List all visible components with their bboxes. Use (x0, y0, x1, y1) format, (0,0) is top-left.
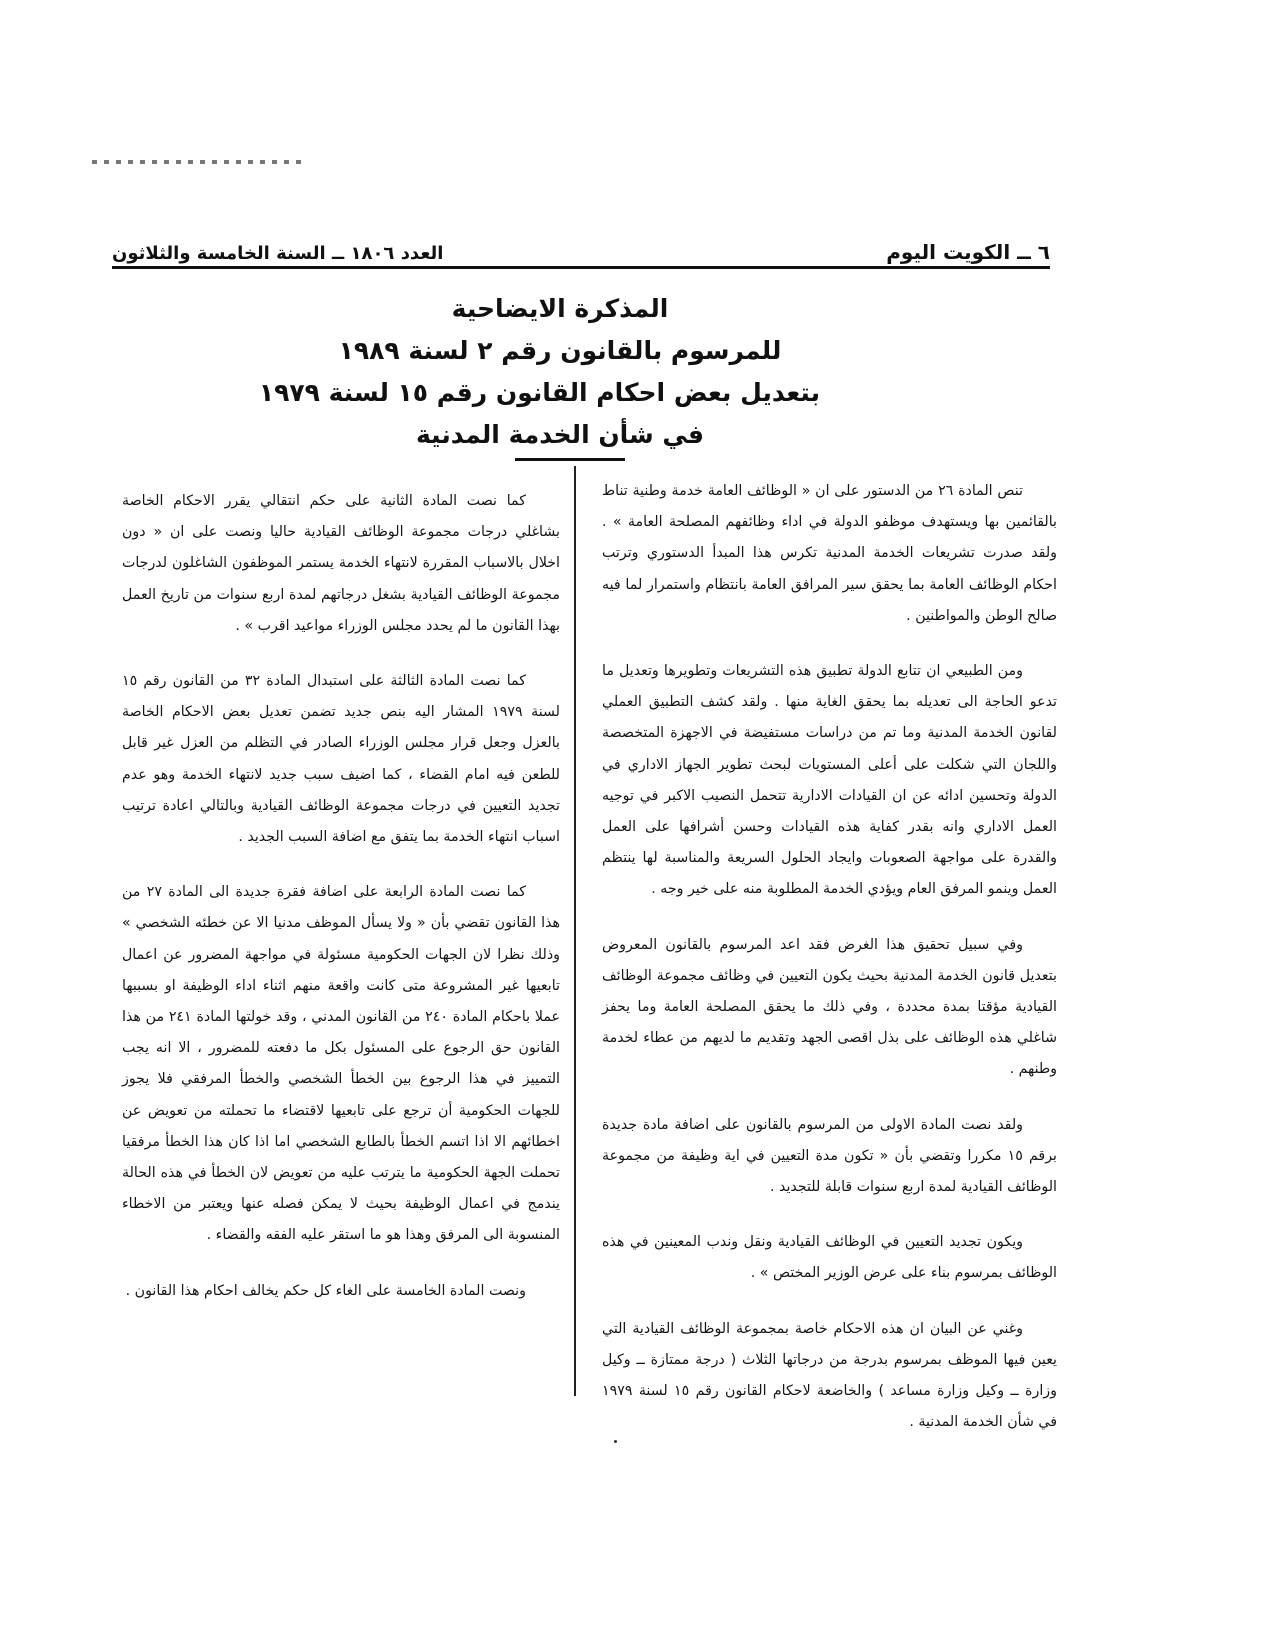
header-rule (112, 266, 1050, 269)
paragraph: ومن الطبيعي ان تتابع الدولة تطبيق هذه التشريعات وتطويرها وتعديل ما تدعو الحاجة الى تعديله بما يحقق الغاية منها . ولقد كشف التطبيق العملي لقانون الخدمة المدنية وما تم من دراسات مستفيضة في الاجهزة المتخصصة واللجان التي شكلت على أعلى المستويات لبحث تطوير الجهاز الاداري في الدولة وتحسين ادائه عن ان القيادات الادارية تتحمل النصيب الاكبر في توجيه العمل الاداري وانه بقدر كفاية هذه القيادات وحسن أشرافها على العمل والقدرة على مواجهة الصعوبات وايجاد الحلول السريعة والمناسبة لها ينتظم العمل وينمو المرفق العام ويؤدي الخدمة المطلوبة منه على خير وجه . (602, 663, 1057, 898)
paragraph: وغني عن البيان ان هذه الاحكام خاصة بمجموعة الوظائف القيادية التي يعين فيها الموظف بمرسوم بدرجة من درجاتها الثلاث ( درجة ممتازة ــ وكيل وزارة ــ وكيل وزارة مساعد ) والخاضعة لاحكام القانون رقم ١٥ لسنة ١٩٧٩ في شأن الخدمة المدنية . (602, 1320, 1057, 1431)
paragraph: ونصت المادة الخامسة على الغاء كل حكم يخالف احكام هذا القانون . (125, 1282, 526, 1299)
issue-number: العدد ١٨٠٦ ــ السنة الخامسة والثلاثون (112, 243, 444, 264)
paragraph: تنص المادة ٢٦ من الدستور على ان « الوظائف العامة خدمة وطنية تناط بالقائمين بها ويستهدف موظفو الدولة في اداء وظائفهم المصلحة العامة » . ولقد صدرت تشريعات الخدمة المدنية تكرس هذا المبدأ الدستوري وترتب احكام الوظائف العامة بما يحقق سير المرافق العامة بانتظام واستمرار لما فيه صالح الوطن والمواطنين . (602, 483, 1057, 624)
paragraph: كما نصت المادة الرابعة على اضافة فقرة جديدة الى المادة ٢٧ من هذا القانون تقضي بأن « ولا يسأل الموظف مدنيا الا عن خطئه الشخصي » وذلك نظرا لان الجهات الحكومية مسئولة في مواجهة المضرور عن اعمال تابعيها غير المشروعة متى كانت واقعة منهم اثناء اداء الوظيفة او بسببها عملا باحكام المادة ٢٤٠ من القانون المدني ، وقد خولتها المادة ٢٤١ من هذا القانون حق الرجوع على المسئول بكل ما دفعته للمضرور ، الا انه يجب التمييز في هذا الرجوع بين الخطأ الشخصي والخطأ المرفقي فلا يجوز للجهات الحكومية أن ترجع على تابعيها لاقتضاء ما تحملته من تعويض عن اخطائهم الا اذا اتسم الخطأ بالطابع الشخصي اما اذا كان هذا الخطأ مرفقيا تحملت الجهة الحكومية ما يترتب عليه من تعويض لان الخطأ في هذه الحالة يندمج في اعمال الوظيفة بحيث لا يمكن فصله عنها ويعتبر من الاخطاء المنسوبة الى المرفق وهذا هو ما استقر عليه الفقه والقضاء . (122, 884, 560, 1244)
right-column (602, 476, 1057, 1462)
page-header (112, 238, 1050, 266)
paragraph: ولقد نصت المادة الاولى من المرسوم بالقانون على اضافة مادة جديدة برقم ١٥ مكررا وتقضي بأن « تكون مدة التعيين في اية وظيفة من مجموعة الوظائف القيادية لمدة اربع سنوات قابلة للتجديد . (602, 1116, 1057, 1196)
paragraph: وفي سبيل تحقيق هذا الغرض فقد اعد المرسوم بالقانون المعروض بتعديل قانون الخدمة المدنية بحيث يكون التعيين في وظائف مجموعة الوظائف القيادية مؤقتا بمدة محددة ، وفي ذلك ما يحقق المصلحة العامة وما يحفز شاغلي هذه الوظائف على بذل اقصى الجهد وتقديم ما لديهم من عطاء لخدمة وطنهم . (602, 936, 1057, 1078)
title-line-3: بتعديل بعض احكام القانون رقم ١٥ لسنة ١٩٧٩ (258, 378, 820, 407)
paragraph: ويكون تجديد التعيين في الوظائف القيادية ونقل وندب المعينين في هذه الوظائف بمرسوم بناء على عرض الوزير المختص » . (602, 1234, 1057, 1282)
title-line-1: المذكرة الايضاحية (451, 294, 669, 323)
paragraph: كما نصت المادة الثانية على حكم انتقالي يقرر الاحكام الخاصة بشاغلي درجات مجموعة الوظائف القيادية حاليا ونصت على ان « دون اخلال بالاسباب المقررة لانتهاء الخدمة يستمر الموظفون الشاغلون لدرجات مجموعة الوظائف القيادية بشغل درجاتهم لمدة اربع سنوات من تاريخ العمل بهذا القانون ما لم يحدد مجلس الوزراء مواعيد اقرب » . (122, 493, 560, 634)
title-line-2: للمرسوم بالقانون رقم ٢ لسنة ١٩٨٩ (338, 336, 782, 365)
left-column (122, 486, 560, 1331)
paragraph: كما نصت المادة الثالثة على استبدال المادة ٣٢ من القانون رقم ١٥ لسنة ١٩٧٩ المشار اليه بنص جديد تضمن تعديل بعض الاحكام الخاصة بالعزل وجعل قرار مجلس الوزراء الصادر في التظلم من العزل غير قابل للطعن فيه امام القضاء ، كما اضيف سبب جديد لانتهاء الخدمة وهو عدم تجديد التعيين في درجات مجموعة الوظائف القيادية وبالتالي اعادة ترتيب اسباب انتهاء الخدمة بما يتفق مع اضافة السبب الجديد . (122, 673, 560, 846)
title-line-4: في شأن الخدمة المدنية (415, 420, 705, 449)
document-title (258, 288, 820, 456)
column-divider (574, 466, 576, 1396)
scan-artifact (92, 160, 307, 164)
scan-dot (614, 1440, 617, 1443)
title-rule (515, 458, 625, 461)
newspaper-title: ٦ ــ الكويت اليوم (886, 240, 1050, 264)
